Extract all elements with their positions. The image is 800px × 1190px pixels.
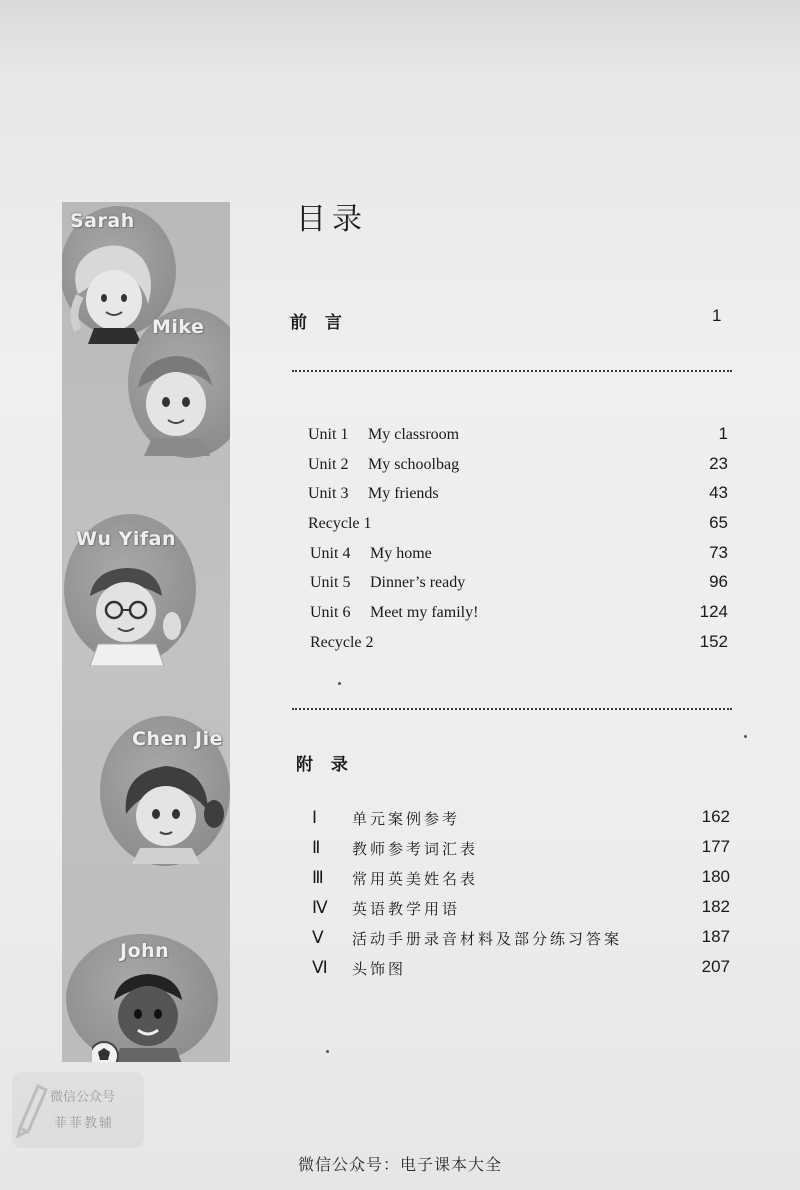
toc-unit: Unit 2 <box>308 456 349 473</box>
appendix-number: Ⅰ <box>312 808 318 827</box>
appendix-number: Ⅵ <box>312 958 328 977</box>
toc-row[interactable] <box>308 426 728 454</box>
appendix-row[interactable] <box>312 808 730 836</box>
toc-unit: Unit 4 <box>310 545 351 562</box>
character-name: Wu Yifan <box>76 528 176 550</box>
character-name: John <box>120 940 170 962</box>
appendix-page: 182 <box>701 897 730 916</box>
print-speck <box>326 1050 329 1053</box>
appendix-title: 英语教学用语 <box>352 900 461 918</box>
toc-page: 124 <box>699 602 728 621</box>
toc-row[interactable] <box>310 604 728 632</box>
pen-icon <box>14 1078 54 1138</box>
toc-unit: Unit 1 <box>308 426 349 443</box>
appendix-title: 头饰图 <box>352 960 407 978</box>
toc-topic: My schoolbag <box>368 456 460 473</box>
toc-unit: Unit 3 <box>308 485 349 502</box>
appendix-page: 187 <box>701 927 730 946</box>
character-strip <box>62 202 230 1062</box>
character-mike <box>62 302 230 462</box>
appendix-number: Ⅴ <box>312 928 324 947</box>
character-wu-yifan <box>62 512 230 672</box>
appendix-page: 180 <box>701 867 730 886</box>
toc-page: 65 <box>709 513 728 532</box>
watermark-line1: 微信公众号 <box>50 1090 116 1105</box>
page-title: 目录 <box>296 202 368 237</box>
toc-row[interactable] <box>310 545 728 573</box>
appendix-row[interactable] <box>312 868 730 896</box>
divider-dotted <box>292 370 732 372</box>
character-name: Sarah <box>70 210 135 232</box>
toc-page: 43 <box>709 483 728 502</box>
toc-page: 1 <box>718 424 728 443</box>
appendix-page: 162 <box>701 807 730 826</box>
appendix-title: 活动手册录音材料及部分练习答案 <box>352 930 623 948</box>
toc-page: 73 <box>709 543 728 562</box>
john-figure-icon <box>92 964 212 1062</box>
toc-page: 23 <box>709 454 728 473</box>
preface-page: 1 <box>712 306 722 325</box>
appendix-number: Ⅳ <box>312 898 328 917</box>
appendix-title: 单元案例参考 <box>352 810 461 828</box>
appendix-row[interactable] <box>312 838 730 866</box>
toc-row[interactable] <box>310 574 728 602</box>
watermark-line2: 菲菲教辅 <box>54 1116 115 1131</box>
toc-topic: Meet my family! <box>370 604 479 621</box>
print-speck <box>744 735 747 738</box>
toc-unit: Unit 6 <box>310 604 351 621</box>
character-chen-jie <box>62 714 230 874</box>
character-name: Chen Jie <box>132 728 223 750</box>
toc-unit: Recycle 1 <box>308 515 372 532</box>
toc-row[interactable] <box>308 485 728 513</box>
toc-row[interactable] <box>310 634 728 662</box>
preface-heading: 前 言 <box>290 313 348 333</box>
appendix-row[interactable] <box>312 928 730 956</box>
wu-yifan-figure-icon <box>72 556 192 666</box>
divider-dotted <box>292 708 732 710</box>
chen-jie-figure-icon <box>112 754 230 864</box>
toc-unit: Recycle 2 <box>310 634 374 651</box>
character-name: Mike <box>152 316 205 338</box>
mike-figure-icon <box>122 346 230 456</box>
appendix-title: 教师参考词汇表 <box>352 840 479 858</box>
appendix-number: Ⅲ <box>312 868 324 887</box>
toc-row[interactable] <box>308 515 728 543</box>
toc-topic: Dinner’s ready <box>370 574 466 591</box>
toc-topic: My classroom <box>368 426 460 443</box>
toc-page: 96 <box>709 572 728 591</box>
appendix-heading: 附 录 <box>296 755 354 775</box>
toc-row[interactable] <box>308 456 728 484</box>
toc-topic: My friends <box>368 485 439 502</box>
toc-page: 152 <box>699 632 728 651</box>
print-speck <box>338 682 341 685</box>
appendix-row[interactable] <box>312 958 730 986</box>
appendix-row[interactable] <box>312 898 730 926</box>
appendix-page: 177 <box>701 837 730 856</box>
appendix-title: 常用英美姓名表 <box>352 870 479 888</box>
appendix-page: 207 <box>701 957 730 976</box>
character-john <box>62 924 230 1062</box>
toc-unit: Unit 5 <box>310 574 351 591</box>
toc-topic: My home <box>370 545 432 562</box>
appendix-number: Ⅱ <box>312 838 321 857</box>
footer-text: 微信公众号：电子课本大全 <box>297 1155 502 1174</box>
